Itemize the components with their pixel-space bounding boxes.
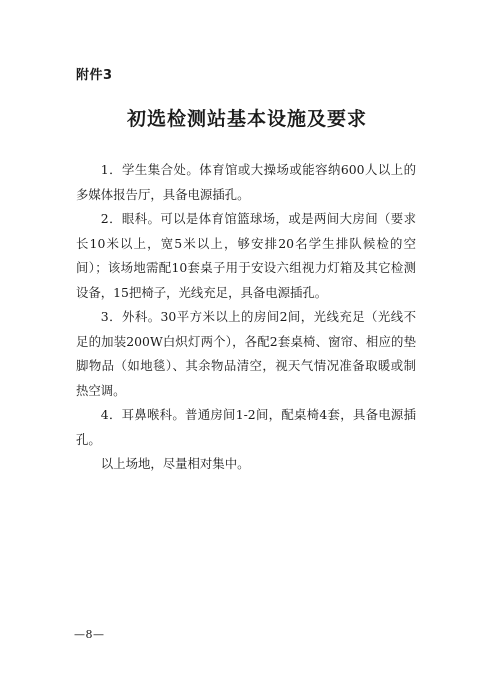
document-body [76, 158, 416, 477]
attachment-label: 附件3 [76, 68, 113, 83]
page-number: —8— [74, 628, 105, 641]
paragraph-ent: 4．耳鼻喉科。普通房间1-2间，配桌椅4套，具备电源插孔。 [76, 407, 416, 447]
paragraph-closing-note: 以上场地，尽量相对集中。 [100, 456, 250, 471]
document-title: 初选检测站基本设施及要求 [126, 108, 367, 130]
paragraph-surgery: 3．外科。30平方米以上的房间2间，光线充足（光线不足的加装200W白炽灯两个），各配2套桌椅、窗帘、相应的垫脚物品（如地毯）、其余物品清空，视天气情况准备取暖或制热空调。 [76, 309, 416, 398]
paragraph-ophthalmology: 2．眼科。可以是体育馆篮球场，或是两间大房间（要求长10米以上，宽5米以上，够安排20名学生排队候检的空间）；该场地需配10套桌子用于安设六组视力灯箱及其它检测设备，15把椅子，光线充足，具备电源插孔。 [76, 211, 416, 300]
paragraph-assembly-area: 1．学生集合处。体育馆或大操场或能容纳600人以上的多媒体报告厅，具备电源插孔。 [76, 162, 416, 202]
